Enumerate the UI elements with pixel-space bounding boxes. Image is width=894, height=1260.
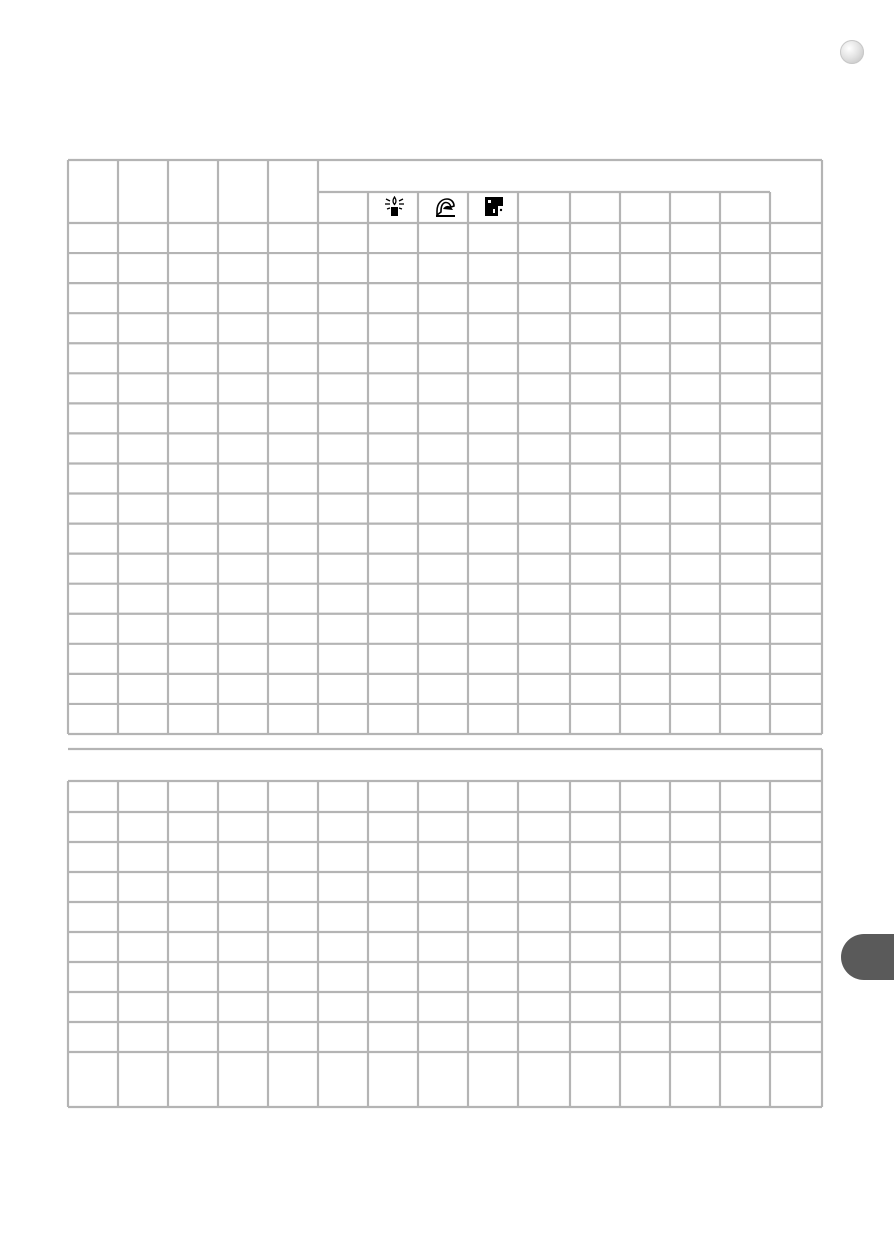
underwater-icon — [485, 197, 503, 216]
fireworks-icon — [385, 197, 404, 216]
beach-icon — [436, 199, 455, 217]
top-table — [68, 160, 822, 734]
bottom-table — [68, 749, 822, 1107]
